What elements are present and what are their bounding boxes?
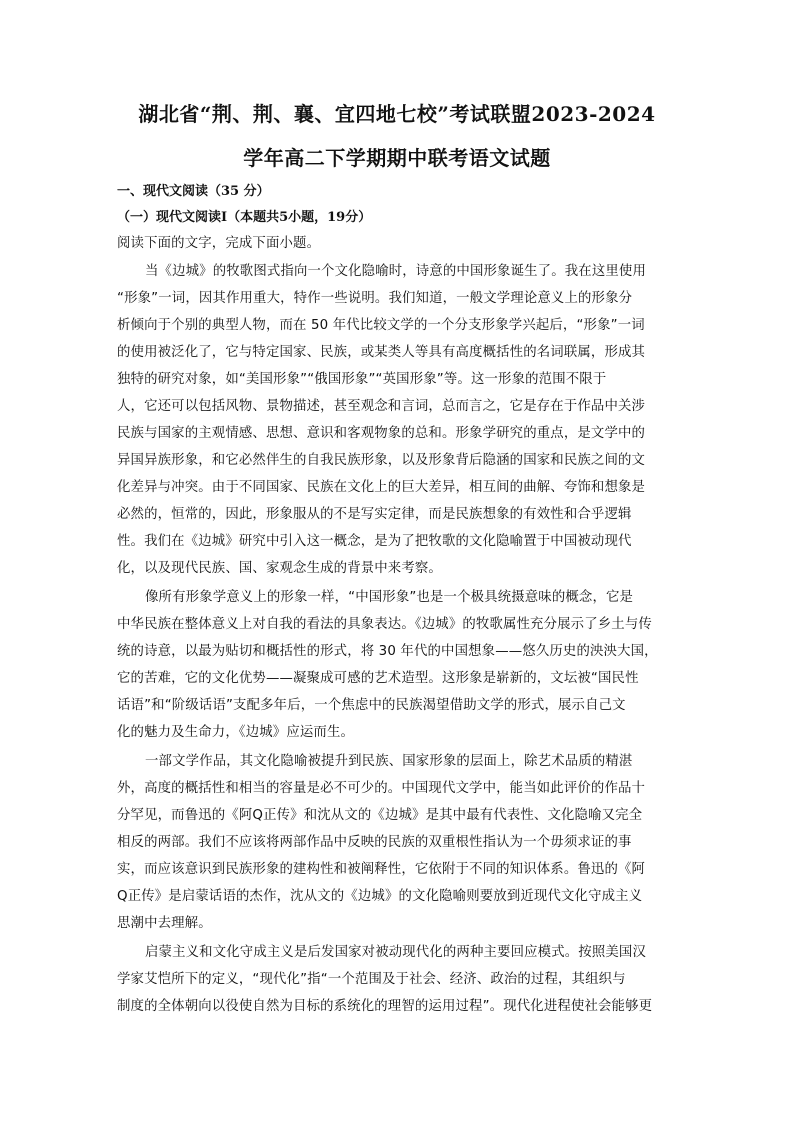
body-line: 一部文学作品，其文化隐喻被提升到民族、国家形象的层面上，除艺术品质的精湛 — [145, 754, 633, 769]
body-line: 启蒙主义和文化守成主义是后发国家对被动现代化的两种主要回应模式。按照美国汉 — [145, 945, 647, 960]
document-title-line-2: 学年高二下学期期中联考语文试题 — [243, 146, 551, 170]
body-line: 它的苦难，它的文化优势——凝聚成可感的艺术造型。这形象是崭新的，文坛被“国民性 — [117, 671, 639, 686]
body-line: 制度的全体朝向以役使自然为目标的系统化的理智的运用过程”。现代化进程使社会能够更 — [117, 999, 653, 1014]
body-line: 化，以及现代民族、国、家观念生成的背景中来考察。 — [117, 561, 442, 576]
body-line: 实，而应该意识到民族形象的建构性和被阐释性，它依附于不同的知识体系。鲁迅的《阿 — [117, 862, 646, 877]
body-line: 异国异族形象，和它必然伴生的自我民族形象，以及形象背后隐涵的国家和民族之间的文 — [117, 453, 646, 468]
body-line: 的使用被泛化了，它与特定国家、民族，或某类人等具有高度概括性的名词联属，形成其 — [117, 345, 646, 360]
subsection-heading: （一）现代文阅读Ⅰ（本题共5小题，19分） — [117, 210, 372, 225]
body-line: 相反的两部。我们不应该将两部作品中反映的民族的双重根性指认为一个毋须求证的事 — [117, 835, 632, 850]
body-line: 像所有形象学意义上的形象一样，“中国形象”也是一个极具统摄意味的概念，它是 — [145, 590, 634, 605]
body-line: 思潮中去理解。 — [117, 916, 212, 931]
body-line: 话语”和“阶级话语”支配多年后，一个焦虑中的民族渴望借助文学的形式，展示自己文 — [117, 698, 626, 713]
body-line: 析倾向于个别的典型人物，而在 50 年代比较文学的一个分支形象学兴起后，“形象”一词 — [117, 318, 645, 333]
body-line: 必然的，恒常的，因此，形象服从的不是写实定律，而是民族想象的有效性和合乎逻辑 — [117, 507, 632, 522]
body-line: 化差异与冲突。由于不同国家、民族在文化上的巨大差异，相互间的曲解、夸饰和想象是 — [117, 480, 646, 495]
body-line: 统的诗意，以最为贴切和概括性的形式，将 30 年代的中国想象——悠久历史的泱泱大国， — [117, 644, 658, 659]
body-line: 中华民族在整体意义上对自我的看法的具象表达。《边城》的牧歌属性充分展示了乡土与传 — [117, 617, 652, 632]
body-line: 独特的研究对象，如“美国形象”“俄国形象”“英国形象”等。这一形象的范围不限于 — [117, 372, 607, 387]
body-line: 分罕见，而鲁迅的《阿Q正传》和沈从文的《边城》是其中最有代表性、文化隐喻又完全 — [117, 808, 643, 823]
body-line: 学家艾恺所下的定义，“现代化”指“一个范围及于社会、经济、政治的过程，其组织与 — [117, 972, 626, 987]
body-line: 外，高度的概括性和相当的容量是必不可少的。中国现代文学中，能当如此评价的作品十 — [117, 781, 646, 796]
body-line: Q正传》是启蒙话语的杰作，沈从文的《边城》的文化隐喻则要放到近现代文化守成主义 — [117, 889, 643, 904]
body-line: “形象”一词，因其作用重大，特作一些说明。我们知道，一般文学理论意义上的形象分 — [117, 291, 633, 306]
body-line: 化的魅力及生命力，《边城》应运而生。 — [117, 725, 355, 740]
body-line: 当《边城》的牧歌图式指向一个文化隐喻时，诗意的中国形象诞生了。我在这里使用 — [145, 264, 647, 279]
body-line: 人，它还可以包括风物、景物描述，甚至观念和言词，总而言之，它是存在于作品中关涉 — [117, 399, 646, 414]
instruction-text: 阅读下面的文字，完成下面小题。 — [117, 236, 321, 251]
body-line: 性。我们在《边城》研究中引入这一概念，是为了把牧歌的文化隐喻置于中国被动现代 — [117, 534, 632, 549]
section-heading: 一、现代文阅读（35 分） — [117, 184, 270, 199]
document-title-line-1: 湖北省“荆、荆、襄、宜四地七校”考试联盟2023-2024 — [138, 102, 656, 126]
body-line: 民族与国家的主观情感、思想、意识和客观物象的总和。形象学研究的重点，是文学中的 — [117, 426, 646, 441]
